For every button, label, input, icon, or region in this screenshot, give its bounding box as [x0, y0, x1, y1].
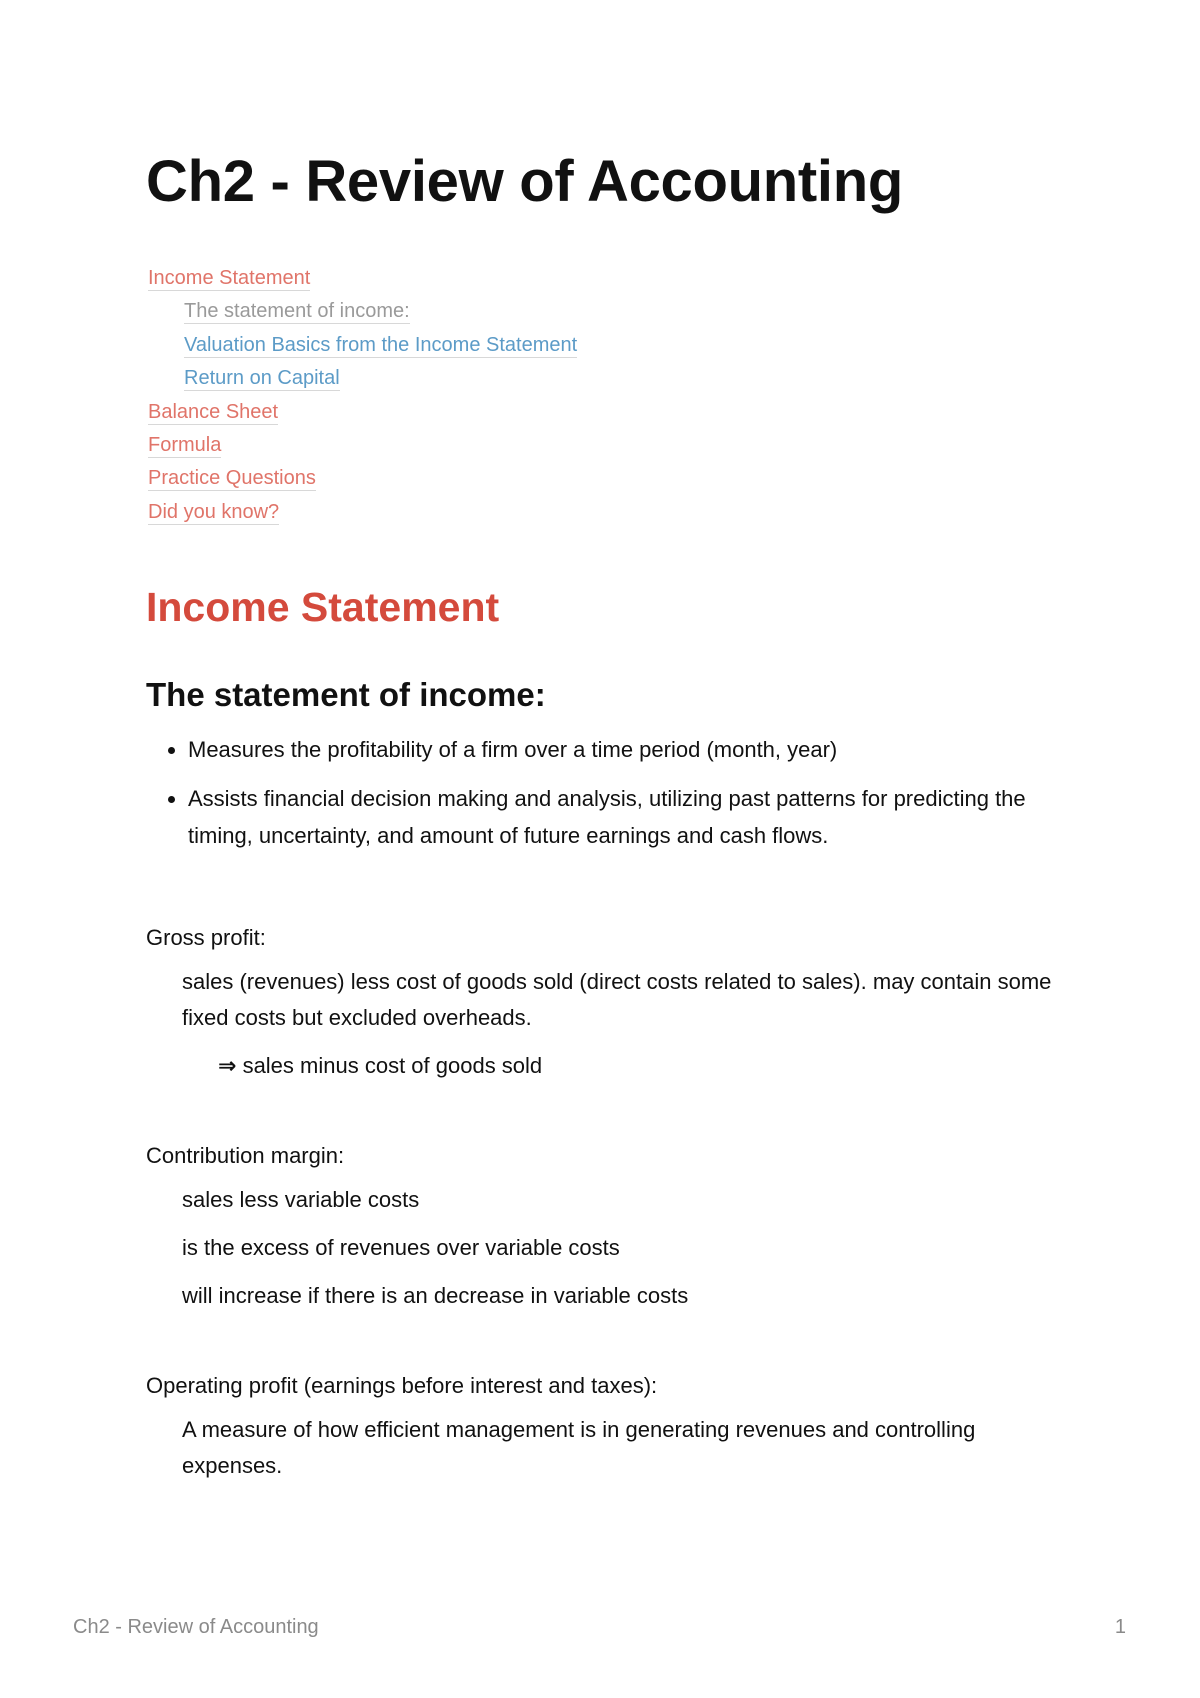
toc-link-formula[interactable] [148, 429, 221, 462]
page-title: Ch2 - Review of Accounting [146, 149, 903, 214]
table-of-contents [146, 262, 1066, 529]
operating-profit-definition: A measure of how efficient management is in generating revenues and controlling expenses. [182, 1417, 976, 1479]
page-content [146, 138, 1066, 1496]
arrow-icon: ⇒ [218, 1053, 237, 1079]
gross-profit-label: Gross profit: [146, 925, 266, 951]
subheading-statement-of-income: The statement of income: [146, 676, 546, 714]
list-item: • Assists financial decision making and analysis, utilizing past patterns for predicting the timing, uncertainty, and amount of future earnings and cash flows. [188, 780, 1066, 854]
toc-link-label: Valuation Basics from the Income Statement [184, 333, 578, 356]
toc-link-label: Balance Sheet [148, 400, 279, 423]
toc-link-practice-questions[interactable] [148, 462, 316, 495]
contribution-margin-line: sales less variable costs [182, 1187, 420, 1213]
list-item: • Measures the profitability of a firm over a time period (month, year) [188, 731, 1066, 768]
contribution-margin-line: is the excess of revenues over variable costs [182, 1235, 620, 1261]
toc-link-balance-sheet[interactable] [148, 396, 278, 429]
footer-page-number: 1 [1114, 1616, 1126, 1638]
operating-profit-label: Operating profit (earnings before interest and taxes): [146, 1373, 658, 1399]
toc-link-label: Income Statement [148, 267, 311, 289]
statement-bullets [146, 731, 1066, 854]
toc-link-income-statement[interactable] [148, 262, 310, 295]
toc-link-valuation-basics[interactable] [184, 329, 577, 362]
contribution-margin-line: will increase if there is an decrease in variable costs [182, 1283, 689, 1309]
toc-link-did-you-know[interactable] [148, 496, 279, 529]
toc-link-label: Practice Questions [148, 467, 316, 490]
toc-link-return-on-capital[interactable] [184, 362, 340, 395]
toc-link-label: Return on Capital [184, 367, 340, 390]
toc-link-label: The statement of income: [184, 300, 410, 323]
contribution-margin-label: Contribution margin: [146, 1143, 345, 1169]
toc-link-statement-of-income[interactable] [184, 295, 410, 328]
section-heading-income-statement: Income Statement [146, 584, 500, 631]
gross-profit-definition: sales (revenues) less cost of goods sold (direct costs related to sales). may contain some fixed costs but excluded overheads. [182, 969, 1052, 1031]
toc-link-label: Did you know? [148, 500, 280, 523]
toc-link-label: Formula [148, 434, 222, 457]
footer-document-name: Ch2 - Review of Accounting [73, 1616, 319, 1638]
gross-profit-formula [218, 1048, 1066, 1084]
gross-profit-formula-text: sales minus cost of goods sold [242, 1053, 543, 1079]
